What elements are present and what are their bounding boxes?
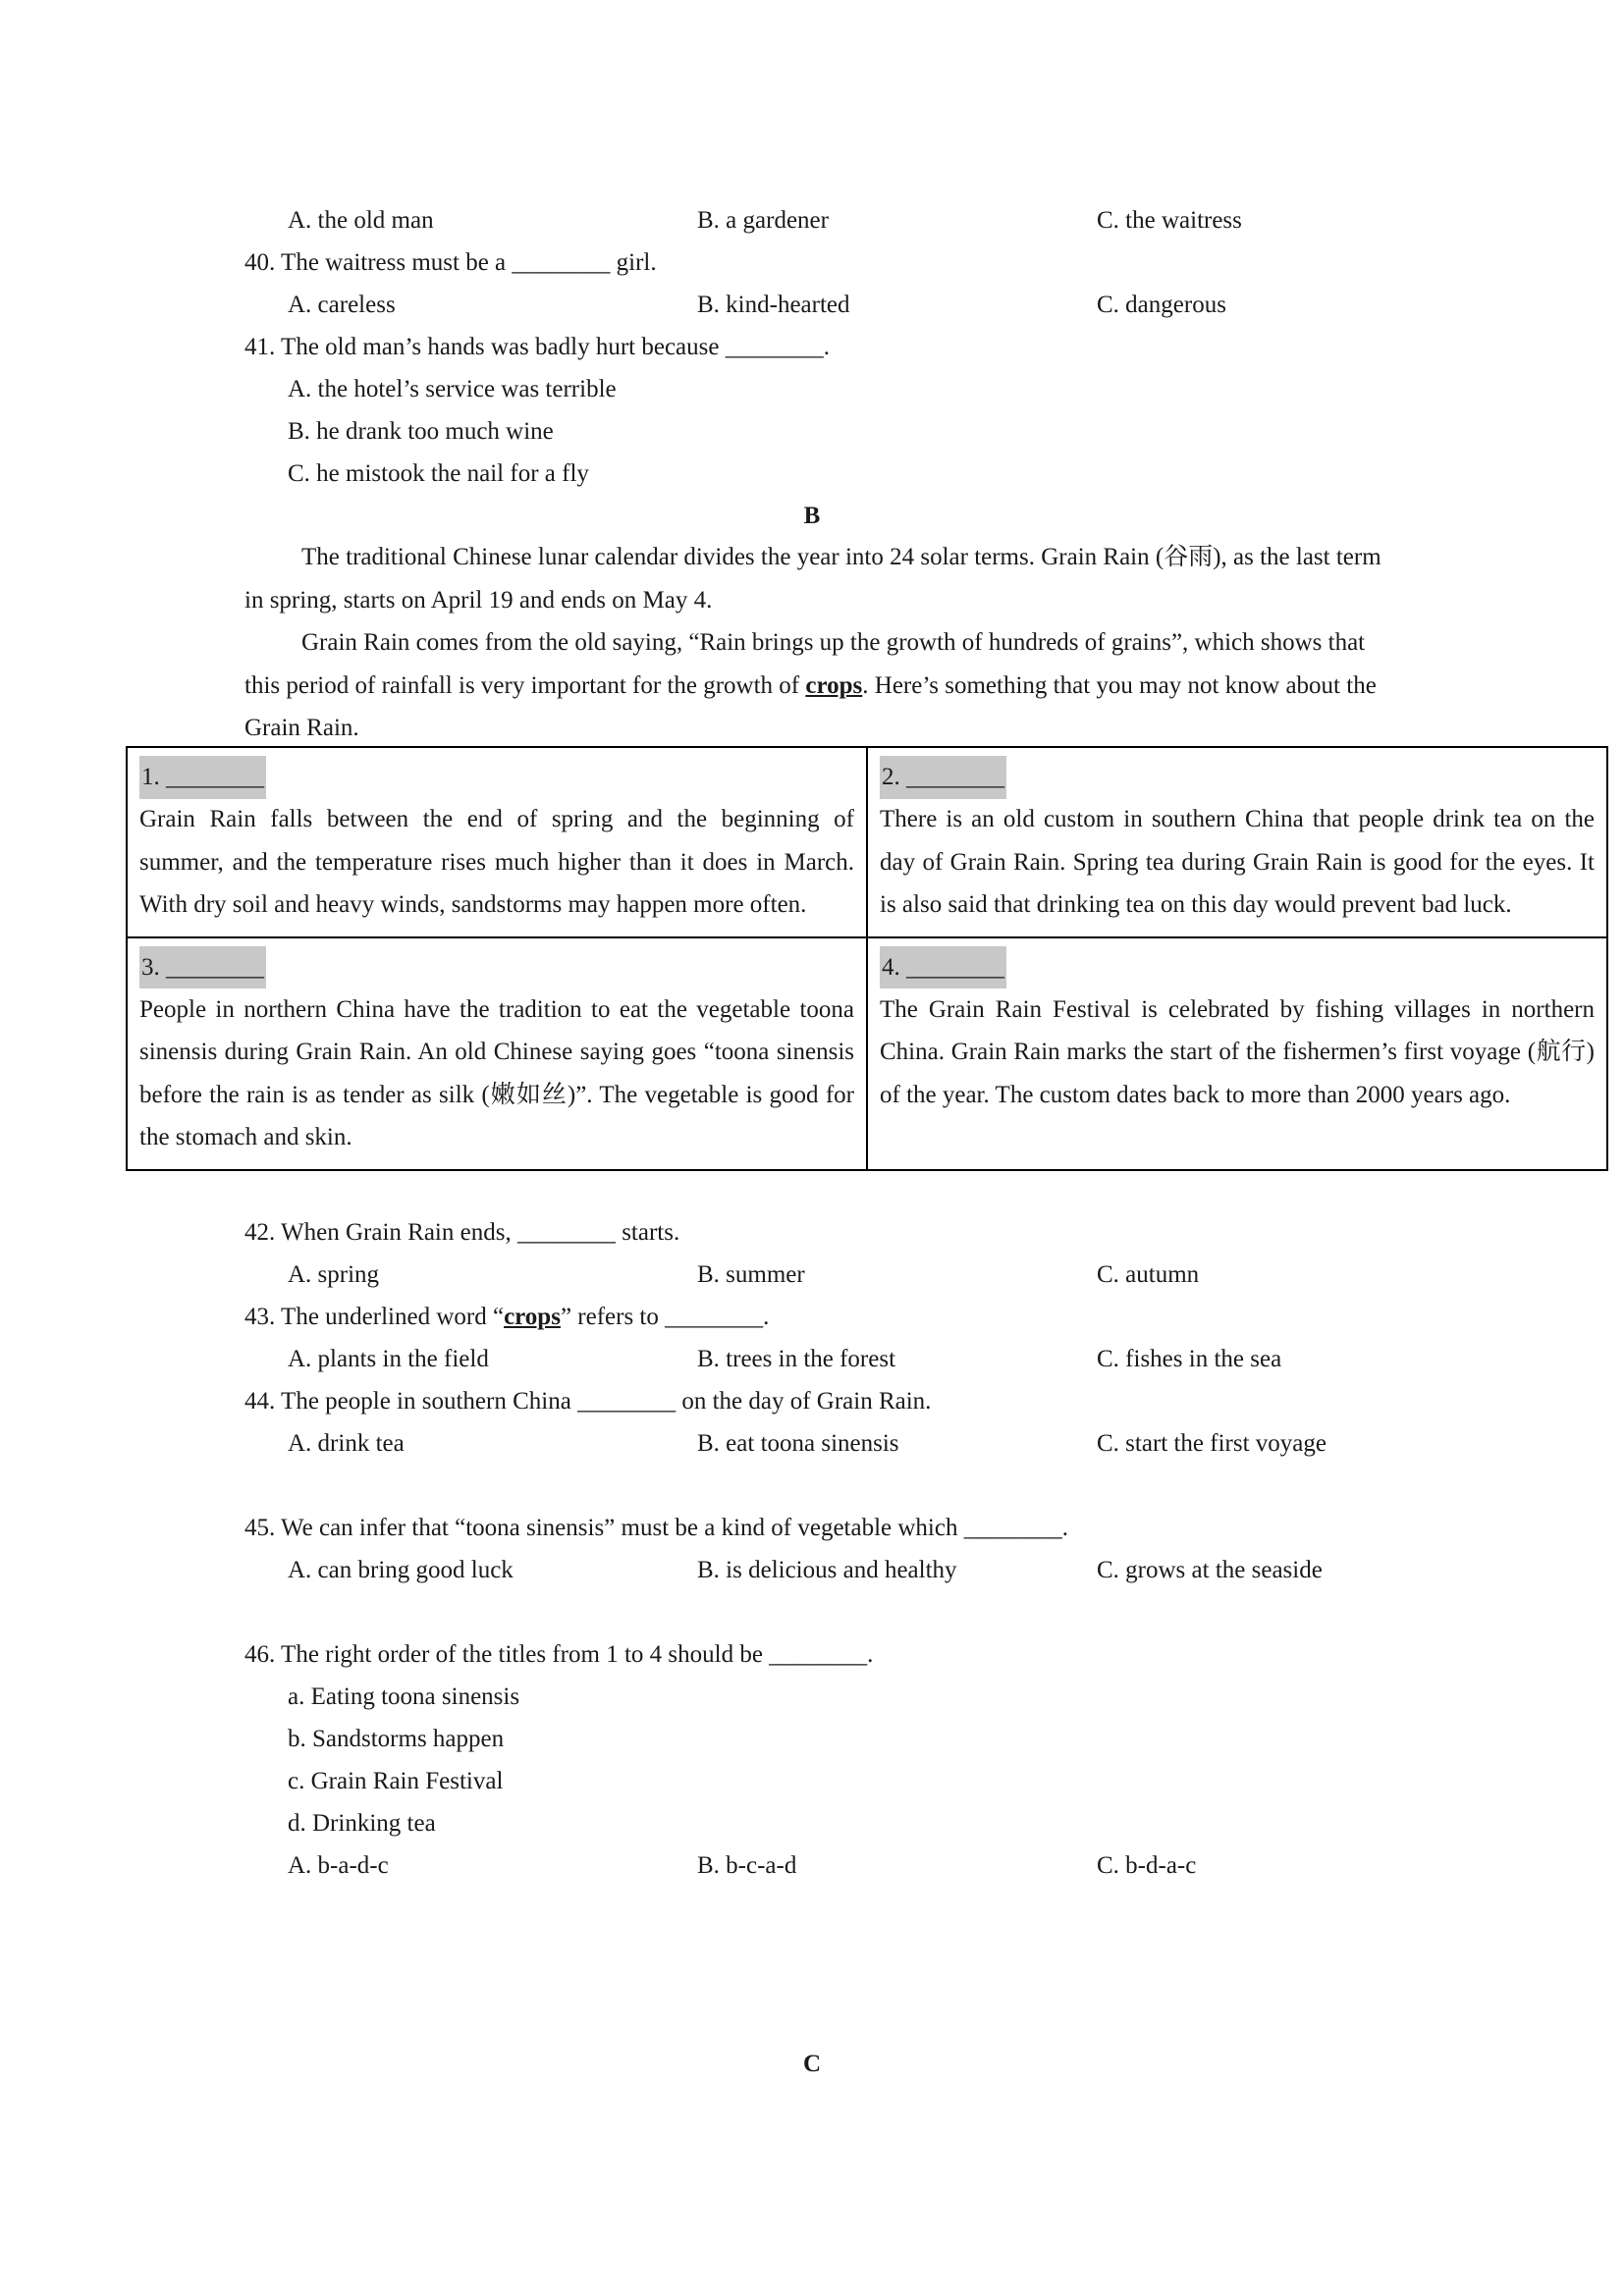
q46-question: 46. The right order of the titles from 1 to 4 should be ________.: [244, 1641, 874, 1668]
q46-item-b: b. Sandstorms happen: [288, 1726, 505, 1752]
q42-option-c: C. autumn: [1097, 1261, 1200, 1288]
cell-4-body: The Grain Rain Festival is celebrated by fishing villages in northern China. Grain Rain marks the start of the fishermen’s first voyage (航行) of the year. The custom dates back to more than 2000 years ago.: [880, 995, 1595, 1108]
q44-option-a: A. drink tea: [288, 1430, 405, 1457]
cell-4-title: 4. ________: [880, 946, 1006, 989]
passage-p2-before: Grain Rain comes from the old saying, “Rain brings up the growth of hundreds of grains”, which shows that this period of rainfall is very important for the growth of: [244, 629, 1366, 699]
q39-option-a: A. the old man: [288, 207, 434, 234]
q43-option-a: A. plants in the field: [288, 1346, 489, 1372]
q44-option-b: B. eat toona sinensis: [697, 1430, 899, 1457]
section-b-heading: B: [803, 503, 821, 529]
q40-option-b: B. kind-hearted: [697, 292, 850, 318]
q43-after: ” refers to ________.: [560, 1304, 770, 1330]
cell-3-title: 3. ________: [139, 946, 266, 989]
table-cell-3: [127, 937, 867, 1170]
cell-1-body: Grain Rain falls between the end of spring and the beginning of summer, and the temperature rises much higher than it does in March. With dry soil and heavy winds, sandstorms may happen more often.: [139, 806, 854, 918]
passage-paragraph-1: The traditional Chinese lunar calendar divides the year into 24 solar terms. Grain Rain (谷雨), as the last term in spring, starts on April 19 and ends on May 4.: [244, 544, 1381, 614]
q42-option-a: A. spring: [288, 1261, 380, 1288]
q45-option-b: B. is delicious and healthy: [697, 1557, 957, 1583]
q46-item-c: c. Grain Rain Festival: [288, 1768, 504, 1794]
underlined-word-crops: crops: [805, 671, 863, 699]
cell-1-title: 1. ________: [139, 756, 266, 799]
q46-item-a: a. Eating toona sinensis: [288, 1683, 520, 1710]
q41-option-c: C. he mistook the nail for a fly: [288, 460, 589, 487]
passage-paragraph-2: [244, 621, 1383, 750]
q39-option-c: C. the waitress: [1097, 207, 1242, 234]
q42-question: 42. When Grain Rain ends, ________ starts.: [244, 1219, 680, 1246]
q43-underlined-word: crops: [504, 1304, 561, 1330]
q46-item-d: d. Drinking tea: [288, 1810, 436, 1837]
q40-option-c: C. dangerous: [1097, 292, 1226, 318]
cell-2-title: 2. ________: [880, 756, 1006, 799]
q45-option-c: C. grows at the seaside: [1097, 1557, 1323, 1583]
table-cell-1: [127, 747, 867, 937]
cell-2-body: There is an old custom in southern China that people drink tea on the day of Grain Rain. Spring tea during Grain Rain is good for the eyes. It is also said that drinking tea on this day would prevent bad luck.: [880, 806, 1595, 918]
table-cell-4: [867, 937, 1607, 1170]
q42-option-b: B. summer: [697, 1261, 805, 1288]
q43-question: [244, 1303, 769, 1332]
cell-3-body: People in northern China have the tradition to eat the vegetable toona sinensis during Grain Rain. An old Chinese saying goes “toona sinensis before the rain is as tender as silk (嫩如丝)”. The vegetable is good for the stomach and skin.: [139, 995, 854, 1150]
section-c-heading: C: [802, 2051, 822, 2077]
q40-question: 40. The waitress must be a ________ girl.: [244, 249, 657, 276]
passage-p2-after: . Here’s something that you may not know about the Grain Rain.: [244, 671, 1377, 741]
q43-option-c: C. fishes in the sea: [1097, 1346, 1282, 1372]
q44-question: 44. The people in southern China ________ on the day of Grain Rain.: [244, 1388, 932, 1415]
q44-option-c: C. start the first voyage: [1097, 1430, 1326, 1457]
q40-option-a: A. careless: [288, 292, 396, 318]
table-cell-2: [867, 747, 1607, 937]
q45-question: 45. We can infer that “toona sinensis” must be a kind of vegetable which ________.: [244, 1515, 1068, 1541]
q43-before: 43. The underlined word “: [244, 1304, 505, 1330]
q41-option-a: A. the hotel’s service was terrible: [288, 376, 617, 402]
grain-rain-table: [126, 746, 1608, 1171]
q45-option-a: A. can bring good luck: [288, 1557, 514, 1583]
q41-option-b: B. he drank too much wine: [288, 418, 554, 445]
q46-option-b: B. b-c-a-d: [697, 1852, 797, 1879]
q39-option-b: B. a gardener: [697, 207, 829, 234]
q46-option-c: C. b-d-a-c: [1097, 1852, 1197, 1879]
q43-option-b: B. trees in the forest: [697, 1346, 896, 1372]
q41-question: 41. The old man’s hands was badly hurt because ________.: [244, 334, 830, 360]
q46-option-a: A. b-a-d-c: [288, 1852, 389, 1879]
